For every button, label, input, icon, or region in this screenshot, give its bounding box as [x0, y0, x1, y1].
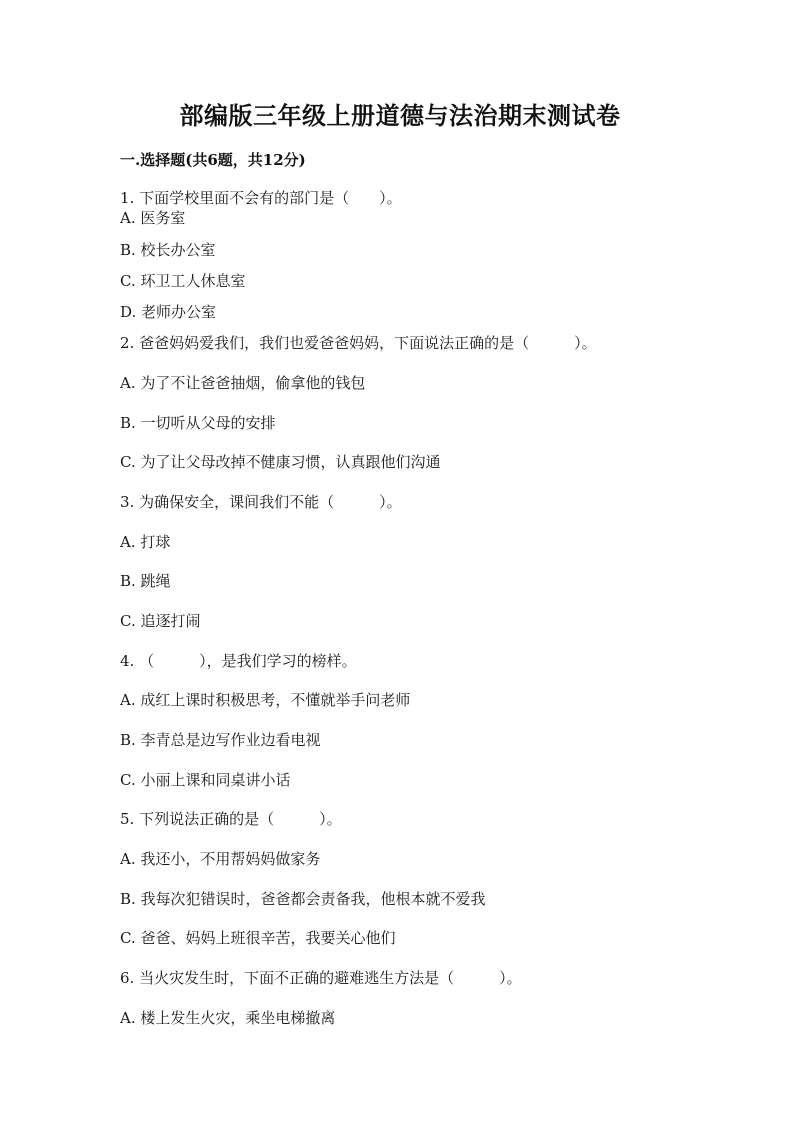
question-5-option-a: A. 我还小，不用帮妈妈做家务 — [120, 850, 321, 868]
question-1-option-c: C. 环卫工人休息室 — [120, 272, 246, 290]
question-2-option-c: C. 为了让父母改掉不健康习惯，认真跟他们沟通 — [120, 453, 441, 471]
page-title: 部编版三年级上册道德与法治期末测试卷 — [179, 101, 621, 130]
question-1-stem: 1. 下面学校里面不会有的部门是（ ）。 — [120, 189, 402, 207]
question-6-stem: 6. 当火灾发生时，下面不正确的避难逃生方法是（ ）。 — [120, 969, 522, 987]
question-6-option-a: A. 楼上发生火灾，乘坐电梯撤离 — [120, 1009, 336, 1027]
section-heading: 一.选择题(共6题，共12分) — [120, 151, 306, 169]
question-2-option-a: A. 为了不让爸爸抽烟，偷拿他的钱包 — [120, 374, 366, 392]
question-4-option-a: A. 成红上课时积极思考，不懂就举手问老师 — [120, 691, 411, 709]
question-1-option-b: B. 校长办公室 — [120, 241, 216, 259]
question-3-option-a: A. 打球 — [120, 533, 171, 551]
question-3-option-c: C. 追逐打闹 — [120, 612, 201, 630]
question-4-option-c: C. 小丽上课和同桌讲小话 — [120, 771, 291, 789]
question-5-stem: 5. 下列说法正确的是（ ）。 — [120, 810, 342, 828]
question-1-option-d: D. 老师办公室 — [120, 303, 217, 321]
question-4-option-b: B. 李青总是边写作业边看电视 — [120, 731, 321, 749]
question-2-stem: 2. 爸爸妈妈爱我们，我们也爱爸爸妈妈，下面说法正确的是（ ）。 — [120, 334, 597, 352]
question-1-option-a: A. 医务室 — [120, 209, 186, 227]
question-3-stem: 3. 为确保安全，课间我们不能（ ）。 — [120, 493, 402, 511]
question-3-option-b: B. 跳绳 — [120, 572, 171, 590]
question-5-option-b: B. 我每次犯错误时，爸爸都会责备我，他根本就不爱我 — [120, 890, 486, 908]
question-2-option-b: B. 一切听从父母的安排 — [120, 414, 276, 432]
question-5-option-c: C. 爸爸、妈妈上班很辛苦，我要关心他们 — [120, 929, 396, 947]
question-4-stem: 4. （ ），是我们学习的榜样。 — [120, 652, 357, 670]
